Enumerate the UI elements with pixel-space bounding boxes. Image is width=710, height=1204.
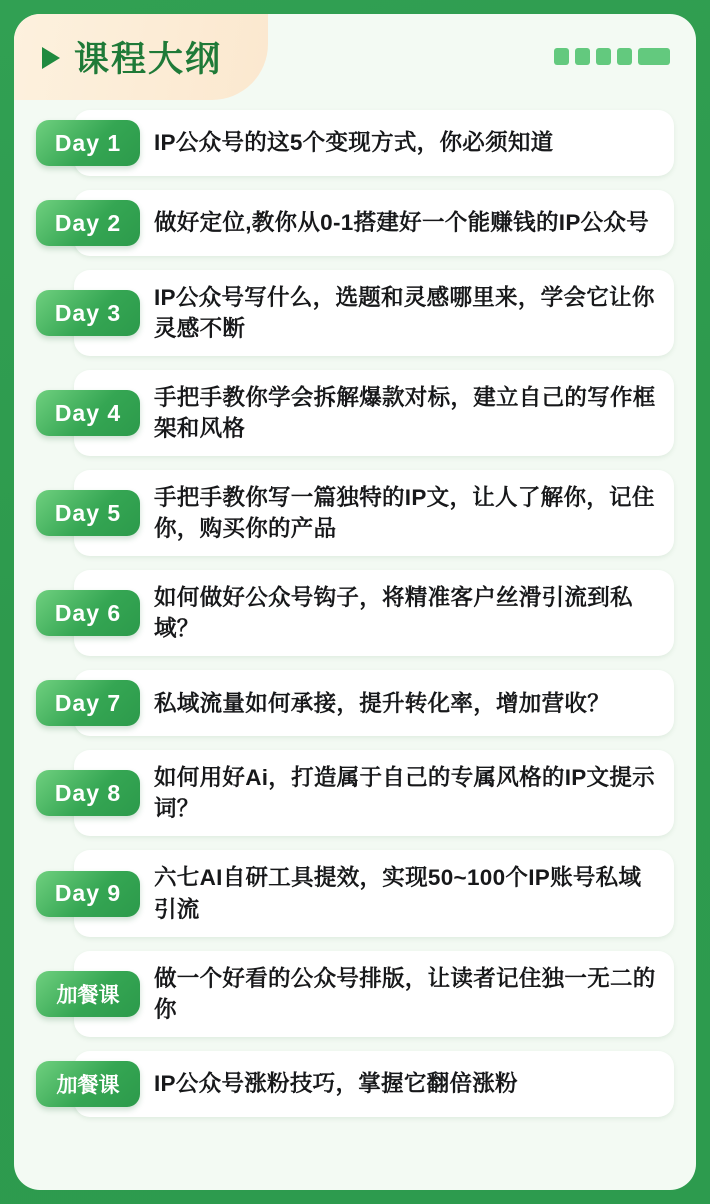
- list-item[interactable]: [36, 110, 674, 176]
- play-triangle-icon: [42, 47, 60, 69]
- lesson-bubble: [74, 670, 674, 736]
- list-item[interactable]: [36, 951, 674, 1037]
- list-item[interactable]: [36, 1051, 674, 1117]
- lesson-title: 如何做好公众号钩子，将精准客户丝滑引流到私域？: [154, 585, 633, 642]
- day-badge: Day 5: [36, 490, 140, 536]
- list-item[interactable]: [36, 670, 674, 736]
- lesson-title: 手把手教你写一篇独特的IP文，让人了解你，记住你，购买你的产品: [154, 485, 655, 542]
- bonus-badge: 加餐课: [36, 971, 140, 1017]
- day-badge: Day 7: [36, 680, 140, 726]
- lesson-title: 私域流量如何承接，提升转化率，增加营收？: [154, 690, 611, 716]
- list-item[interactable]: [36, 190, 674, 256]
- lesson-title: 做一个好看的公众号排版，让读者记住独一无二的你: [154, 965, 656, 1022]
- list-item[interactable]: [36, 270, 674, 356]
- list-item[interactable]: [36, 570, 674, 656]
- day-badge: Day 1: [36, 120, 140, 166]
- lesson-title: 做好定位,教你从0-1搭建好一个能赚钱的IP公众号: [154, 210, 650, 236]
- lesson-title: IP公众号的这5个变现方式，你必须知道: [154, 130, 554, 156]
- lesson-bubble: [74, 1051, 674, 1117]
- page-title: 课程大纲: [74, 40, 223, 79]
- day-badge: Day 4: [36, 390, 140, 436]
- lesson-bubble: [74, 370, 674, 456]
- list-item[interactable]: [36, 850, 674, 936]
- lesson-bubble: [74, 850, 674, 936]
- lesson-bubble: [74, 110, 674, 176]
- lesson-title: 如何用好Ai，打造属于自己的专属风格的IP文提示词？: [154, 765, 655, 822]
- bonus-badge: 加餐课: [36, 1061, 140, 1107]
- day-badge: Day 6: [36, 590, 140, 636]
- list-item[interactable]: [36, 470, 674, 556]
- bar-stripes-icon: [554, 48, 670, 65]
- lesson-title: 六七AI自研工具提效，实现50~100个IP账号私域引流: [154, 865, 642, 922]
- lesson-bubble: [74, 270, 674, 356]
- lesson-list: [14, 110, 696, 1141]
- day-badge: Day 8: [36, 770, 140, 816]
- lesson-bubble: [74, 470, 674, 556]
- lesson-bubble: [74, 190, 674, 256]
- outline-card: [14, 14, 696, 1190]
- lesson-bubble: [74, 750, 674, 836]
- lesson-bubble: [74, 951, 674, 1037]
- lesson-title: IP公众号涨粉技巧，掌握它翻倍涨粉: [154, 1071, 518, 1097]
- list-item[interactable]: [36, 750, 674, 836]
- lesson-bubble: [74, 570, 674, 656]
- list-item[interactable]: [36, 370, 674, 456]
- card-header: [14, 14, 696, 110]
- lesson-title: 手把手教你学会拆解爆款对标，建立自己的写作框架和风格: [154, 385, 656, 442]
- day-badge: Day 2: [36, 200, 140, 246]
- header-tab: [14, 14, 268, 100]
- lesson-title: IP公众号写什么，选题和灵感哪里来，学会它让你灵感不断: [154, 285, 655, 342]
- day-badge: Day 3: [36, 290, 140, 336]
- day-badge: Day 9: [36, 871, 140, 917]
